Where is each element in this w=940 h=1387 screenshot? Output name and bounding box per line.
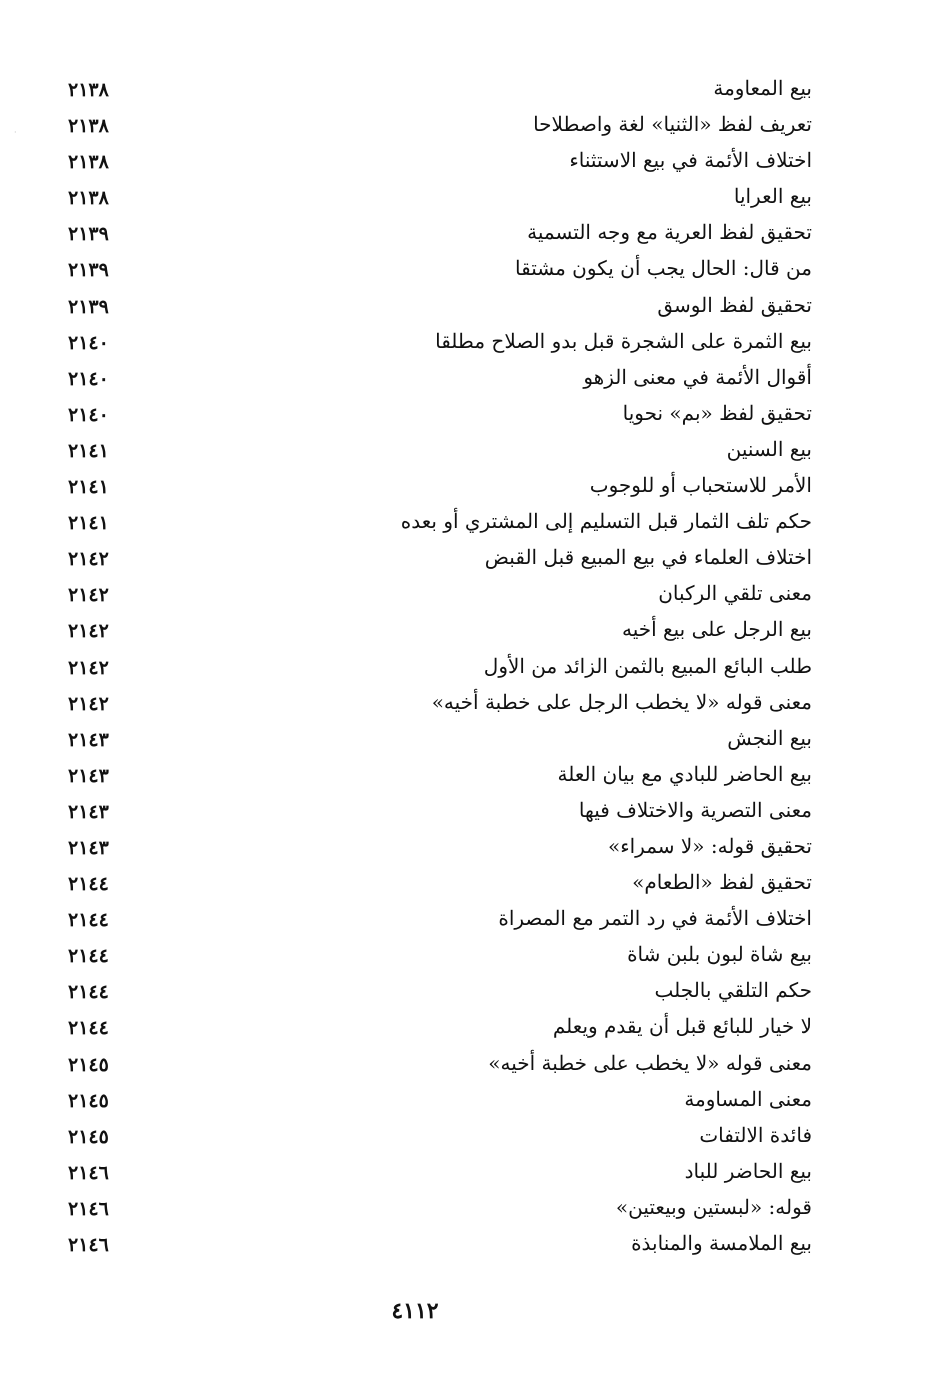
toc-entry-title: فائدة الالتفات (699, 1122, 812, 1147)
toc-entry (60, 323, 812, 359)
toc-entry (60, 70, 812, 106)
toc-entry-page-number: ٢١٤٤ (68, 945, 109, 968)
toc-entry-page-number: ٢١٤٢ (68, 620, 109, 643)
toc-entry (60, 575, 812, 611)
toc-entry-title: أقوال الأئمة في معنى الزهو (583, 364, 812, 389)
toc-entry (60, 828, 812, 864)
toc-entry-title: معنى التصرية والاختلاف فيها (578, 797, 812, 822)
toc-entry (60, 684, 812, 720)
toc-entry-page-number: ٢١٤٣ (68, 836, 109, 859)
toc-entry-page-number: ٢١٤٥ (68, 1089, 109, 1112)
toc-entry-page-number: ٢١٤٠ (68, 403, 109, 426)
toc-entry-title: تحقيق قوله: «لا سمراء» (607, 833, 812, 858)
toc-entry (60, 1189, 812, 1225)
toc-entry (60, 864, 812, 900)
toc-entry-page-number: ٢١٤٣ (68, 764, 109, 787)
toc-entry-page-number: ٢١٤٢ (68, 584, 109, 607)
toc-entry-page-number: ٢١٤٠ (68, 331, 109, 354)
toc-entry (60, 539, 812, 575)
toc-entry (60, 214, 812, 250)
toc-entry (60, 648, 812, 684)
toc-entry-page-number: ٢١٤٠ (68, 367, 109, 390)
toc-entry-page-number: ٢١٤٤ (68, 981, 109, 1004)
toc-entry-title: بيع الحاضر للباد (684, 1158, 812, 1183)
toc-entry (60, 972, 812, 1008)
toc-entry (60, 1225, 812, 1261)
toc-entry (60, 359, 812, 395)
toc-entry-page-number: ٢١٣٨ (68, 79, 109, 101)
toc-entry (60, 720, 812, 756)
toc-entry-title: معنى المساومة (684, 1086, 812, 1111)
toc-entry-title: تعريف لفظ «الثنيا» لغة واصطلاحا (533, 112, 812, 137)
toc-entry-page-number: ٢١٤٣ (68, 800, 109, 823)
toc-entry-title: من قال: الحال يجب أن يكون مشتقا (515, 256, 812, 281)
page-number: ٤١١٢ (391, 1298, 439, 1324)
toc-entry-title: بيع الثمرة على الشجرة قبل بدو الصلاح مطلقا (435, 328, 812, 353)
toc-entry-title: بيع المعاومة (713, 76, 812, 100)
toc-entry-title: لا خيار للبائع قبل أن يقدم ويعلم (552, 1014, 812, 1039)
toc-entry (60, 1153, 812, 1189)
toc-entry-title: الأمر للاستحباب أو للوجوب (589, 473, 812, 498)
toc-entry-page-number: ٢١٣٨ (68, 187, 109, 210)
toc-entry-title: بيع الحاضر للبادي مع بيان العلة (557, 761, 812, 786)
toc-entry-title: بيع النجش (727, 725, 812, 750)
table-of-contents (60, 70, 812, 1261)
toc-entry (60, 395, 812, 431)
toc-entry-page-number: ٢١٤٣ (68, 728, 109, 751)
toc-entry-title: تحقيق لفظ الوسق (657, 292, 812, 317)
toc-entry-title: اختلاف الأئمة في رد التمر مع المصراة (498, 906, 812, 931)
toc-entry-title: حكم تلف الثمار قبل التسليم إلى المشتري أو بعده (400, 509, 812, 534)
toc-entry (60, 1045, 812, 1081)
toc-entry (60, 1008, 812, 1044)
toc-entry (60, 936, 812, 972)
toc-entry-title: تحقيق لفظ «بم» نحويا (622, 400, 812, 425)
toc-entry (60, 1081, 812, 1117)
toc-entry-page-number: ٢١٤٥ (68, 1125, 109, 1148)
toc-entry-title: تحقيق لفظ العرية مع وجه التسمية (527, 220, 812, 245)
toc-entry-title: معنى تلقي الركبان (658, 581, 812, 606)
toc-entry-page-number: ٢١٣٩ (68, 259, 109, 282)
toc-entry-title: قوله: «لبستين وبيعتين» (615, 1194, 812, 1219)
toc-entry-page-number: ٢١٤٢ (68, 656, 109, 679)
toc-entry-page-number: ٢١٤٤ (68, 1017, 109, 1040)
toc-entry (60, 503, 812, 539)
toc-entry-title: اختلاف الأئمة في بيع الاستثناء (569, 148, 812, 173)
toc-entry (60, 250, 812, 286)
margin-mark: · (14, 128, 17, 137)
toc-entry-title: بيع شاة لبون بلبن شاة (627, 942, 812, 967)
toc-entry (60, 611, 812, 647)
toc-entry-title: تحقيق لفظ «الطعام» (632, 870, 812, 895)
toc-entry (60, 1117, 812, 1153)
toc-entry (60, 142, 812, 178)
toc-entry-title: بيع السنين (726, 436, 812, 461)
toc-entry-page-number: ٢١٤١ (68, 476, 109, 499)
toc-entry (60, 431, 812, 467)
toc-entry (60, 287, 812, 323)
toc-entry (60, 792, 812, 828)
toc-entry-page-number: ٢١٤٦ (68, 1197, 109, 1220)
toc-entry-page-number: ٢١٤٤ (68, 909, 109, 932)
toc-entry-page-number: ٢١٤٥ (68, 1053, 109, 1076)
toc-entry-page-number: ٢١٣٨ (68, 151, 109, 174)
toc-entry (60, 106, 812, 142)
toc-entry-page-number: ٢١٤١ (68, 439, 109, 462)
toc-entry-page-number: ٢١٣٩ (68, 295, 109, 318)
toc-entry (60, 178, 812, 214)
toc-entry (60, 467, 812, 503)
toc-entry-title: بيع الملامسة والمنابذة (631, 1231, 812, 1255)
toc-entry-title: اختلاف العلماء في بيع المبيع قبل القبض (484, 545, 812, 570)
toc-entry-page-number: ٢١٤٦ (68, 1234, 109, 1256)
toc-entry-title: حكم التلقي بالجلب (654, 978, 812, 1003)
toc-entry (60, 900, 812, 936)
toc-entry-title: معنى قوله «لا يخطب الرجل على خطبة أخيه» (431, 689, 812, 714)
toc-entry-page-number: ٢١٤٦ (68, 1161, 109, 1184)
toc-entry-title: معنى قوله «لا يخطب على خطبة أخيه» (488, 1050, 812, 1075)
toc-entry-page-number: ٢١٤٢ (68, 548, 109, 571)
toc-entry-title: طلب البائع المبيع بالثمن الزائد من الأول (483, 653, 812, 678)
toc-entry-page-number: ٢١٤١ (68, 512, 109, 535)
toc-entry-page-number: ٢١٣٨ (68, 115, 109, 138)
toc-entry-page-number: ٢١٤٤ (68, 873, 109, 896)
toc-entry (60, 756, 812, 792)
toc-entry-page-number: ٢١٤٢ (68, 692, 109, 715)
toc-entry-title: بيع الرجل على بيع أخيه (621, 617, 812, 642)
toc-entry-title: بيع العرايا (733, 184, 812, 209)
toc-entry-page-number: ٢١٣٩ (68, 223, 109, 246)
